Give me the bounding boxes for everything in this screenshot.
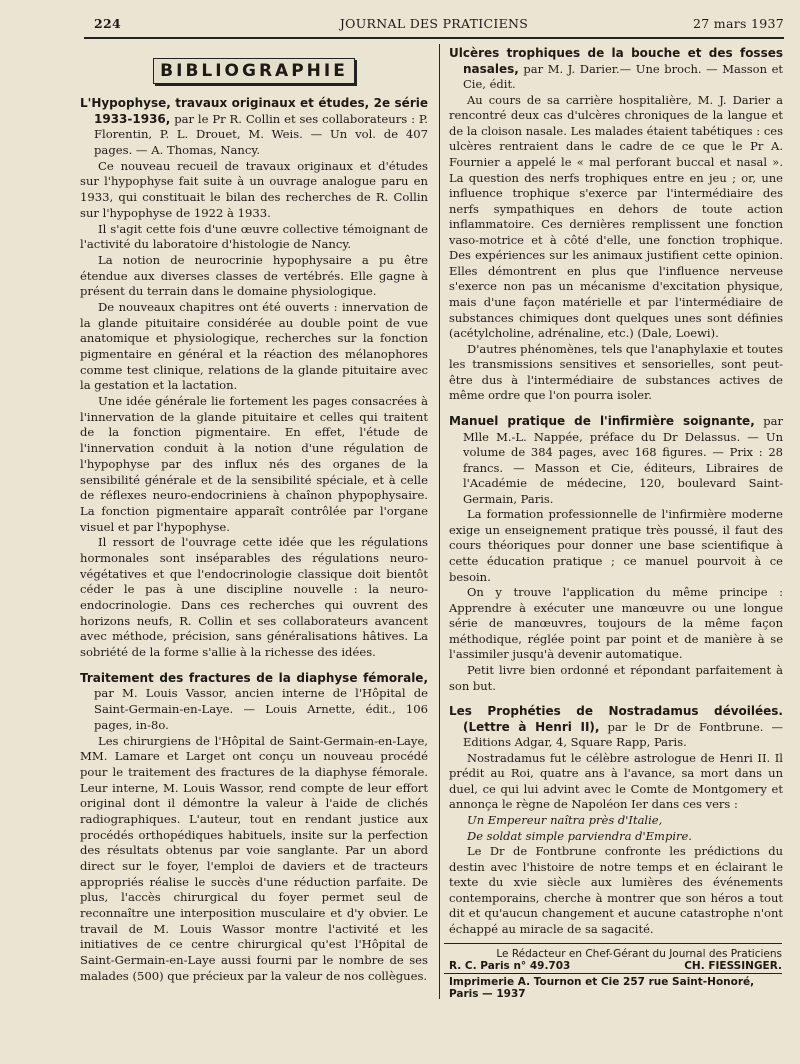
paragraph: De nouveaux chapitres ont été ouverts : innervation de la glande pituitaire considérée au double point de vue anatomique et physiologique, recherches sur la fonction pigmentaire en général et la réaction des mélanophores comme test clinique, relations de la glande pituitaire avec la gestation et la lactation. [80,299,428,393]
paragraph: Il ressort de l'ouvrage cette idée que les régulations hormonales sont inséparables des régulations neuro-végétatives et que l'endocrinologie classique doit bientôt céder le pas à une discipline nouvelle : la neuro-endocrinologie. Dans ces recherches qui ouvrent des horizons neufs, R. Collin et ses collaborateurs avancent avec méthode, précision, sans généralisations hâtives. La sobriété de la forme s'allie à la richesse des idées. [80,535,428,660]
review-entry-nostradamus [449,704,783,751]
paragraph: Petit livre bien ordonné et répondant parfaitement à son but. [449,662,783,693]
review-citation: par M. Louis Vassor, ancien interne de l'Hôpital de Saint-Germain-en-Laye. — Louis Arnette, édit., 106 pages, in-8o. [94,686,428,732]
page-number: 224 [94,16,121,31]
paragraph: Ce nouveau recueil de travaux originaux et d'études sur l'hypophyse fait suite à un ouvrage analogue paru en 1933, qui constituait le bilan des recherches de R. Collin sur l'hypophyse de 1922 à 1933. [80,158,428,220]
verse-line: De soldat simple parviendra d'Empire. [467,828,692,843]
review-title: Manuel pratique de l'infirmière soignante, [449,413,755,428]
column-rule [439,44,440,999]
right-column [449,46,783,938]
issue-date: 27 mars 1937 [693,16,784,31]
paragraph: Il s'agit cette fois d'une œuvre collective témoignant de l'activité du laboratoire d'histologie de Nancy. [80,221,428,252]
paragraph: Le Dr de Fontbrune confronte les prédictions du destin avec l'histoire de notre temps et en éclairant le texte du xvie siècle aux lumières des événements contemporains, cherche à montrer que son héros a tout dit et qu'aucun changement et aucune catastrophe n'ont échappé au miracle de sa sagacité. [449,844,783,936]
review-title: Traitement des fractures de la diaphyse fémorale, [80,670,428,685]
paragraph: La notion de neurocrinie hypophysaire a pu être étendue aux diverses classes de vertébrés. Elle gagne à présent du terrain dans le domaine physiologique. [80,252,428,299]
editor-line: Le Rédacteur en Chef-Gérant du Journal des Praticiens [496,948,782,960]
review-citation: par Mlle M.-L. Nappée, préface du Dr Delassus. — Un volume de 384 pages, avec 168 figures. — Prix : 28 francs. — Masson et Cie, éditeurs, Libraires de l'Académie de médecine, 120, boulevard Saint-Germain, Paris. [463,413,783,506]
editor-name: CH. FIESSINGER. [684,960,782,972]
editor-info [449,960,782,972]
review-citation: par le Dr de Fontbrune. — Editions Adgar, 4, Square Rapp, Paris. [463,719,783,750]
paragraph: On y trouve l'application du même principe : Apprendre à exécuter une manœuvre ou une longue série de manœuvres, toujours de la même façon méthodique, réglée point par point et de manière à se l'assimiler jusqu'à devenir automatique. [449,585,783,662]
review-title: Ulcères trophiques de la bouche et des fosses nasales, [449,46,783,76]
section-title [80,58,428,84]
journal-title: JOURNAL DES PRATICIENS [339,16,529,31]
paragraph: La formation professionnelle de l'infirmière moderne exige un enseignement pratique très poussé, il faut des cours théoriques pour donner une base scientifique à cette éducation pratique ; ce manuel pourvoit à ce besoin. [449,507,783,584]
rc-number: R. C. Paris n° 49.703 [449,960,571,972]
footer-rule-top [444,943,782,944]
verse-line: Un Empereur naîtra près d'Italie, [467,813,663,827]
left-column [80,96,428,985]
review-citation: par M. J. Darier.— Une broch. — Masson et Cie, édit. [463,61,783,92]
review-title: Les Prophéties de Nostradamus dévoilées. (Lettre à Henri II), [449,704,783,734]
review-entry-ulceres [449,46,783,93]
paragraph: Une idée générale lie fortement les pages consacrées à l'innervation de la glande pituitaire et celles qui traitent de la fonction pigmentaire. En effet, l'étude de l'innervation conduit à la notion d'une régulation de l'hypophyse par des influx nés des organes de la sensibilité générale et de la sensibilité spéciale, et à celle de réflexes neuro-endocriniens à chaînon phypophysaire. La fonction pigmentaire apparaît contrôlée par l'organe visuel et par l'hypophyse. [80,394,428,534]
review-entry-hypophyse [80,96,428,159]
paragraph: D'autres phénomènes, tels que l'anaphylaxie et toutes les transmissions sensitives et sensorielles, sont peut-être dus à l'intermédiaire de substances actives de même ordre que l'on pourra isoler. [449,341,783,403]
review-title: L'Hypophyse, travaux originaux et études, 2e série 1933-1936, [80,96,428,126]
review-entry-manuel [449,414,783,507]
page-header [84,14,784,36]
review-entry-fractures [80,671,428,734]
paragraph: Les chirurgiens de l'Hôpital de Saint-Germain-en-Laye, MM. Lamare et Larget ont conçu un nouveau procédé pour le traitement des fractures de la diaphyse fémorale. Leur interne, M. Louis Wassor, rend compte de leur effort original dont il démontre la valeur à l'aide de clichés radiographiques. L'auteur, tout en rendant justice aux procédés orthopédiques habituels, insite sur la perfection des résultats obtenus par voie sanglante. Par un abord direct sur le foyer, l'emploi de daviers et de tracteurs appropriés réalise le succès d'une réduction parfaite. De plus, l'accès chirurgical du foyer permet seul de reconnaître une interposition musculaire et d'y obvier. Le travail de M. Louis Wassor montre l'activité et les initiatives de ce centre chirurgical qu'est l'Hôpital de Saint-Germain-en-Laye aussi fourni par le nombre de ses malades (500) que précieux par la valeur de nos collègues. [80,733,428,983]
footer-rule-mid [444,973,782,974]
printer-line: Imprimerie A. Tournon et Cie 257 rue Saint-Honoré, Paris — 1937 [449,976,755,1000]
header-rule [84,37,784,39]
paragraph: Au cours de sa carrière hospitalière, M. J. Darier a rencontré deux cas d'ulcères chroniques de la langue et de la cloison nasale. Les malades étaient tabétiques : ces ulcères rentraient dans le cadre de ce que le Pr A. Fournier a appelé le « mal perforant buccal et nasal ». La question des nerfs trophiques entre en jeu ; or, une influence trophique s'exerce par l'intermédiaire des nerfs sympathiques en dehors de toute action inflammatoire. Ces dernières remplissent une fonction vaso-motrice et à côté d'elle, une fonction trophique. Des expériences sur les animaux justifient cette opinion. Elles démontrent en plus que l'influence nerveuse s'exerce non pas un mécanisme d'excitation physique, mais d'une façon matérielle et par l'intermédiaire de substances chimiques dont quelques unes sont définies (acétylcholine, adrénaline, etc.) (Dale, Loewi). [449,92,783,341]
section-title-text: BIBLIOGRAPHIE [153,58,355,84]
paragraph: Nostradamus fut le célèbre astrologue de Henri II. Il prédit au Roi, quatre ans à l'avance, sa mort dans un duel, ce qui lui advint avec le Comte de Montgomery et annonça le règne de Napoléon Ier dans ces vers : [449,750,783,812]
review-citation: par le Pr R. Collin et ses collaborateurs : P. Florentin, P. L. Drouet, M. Weis. — Un vol. de 407 pages. — A. Thomas, Nancy. [94,111,428,158]
